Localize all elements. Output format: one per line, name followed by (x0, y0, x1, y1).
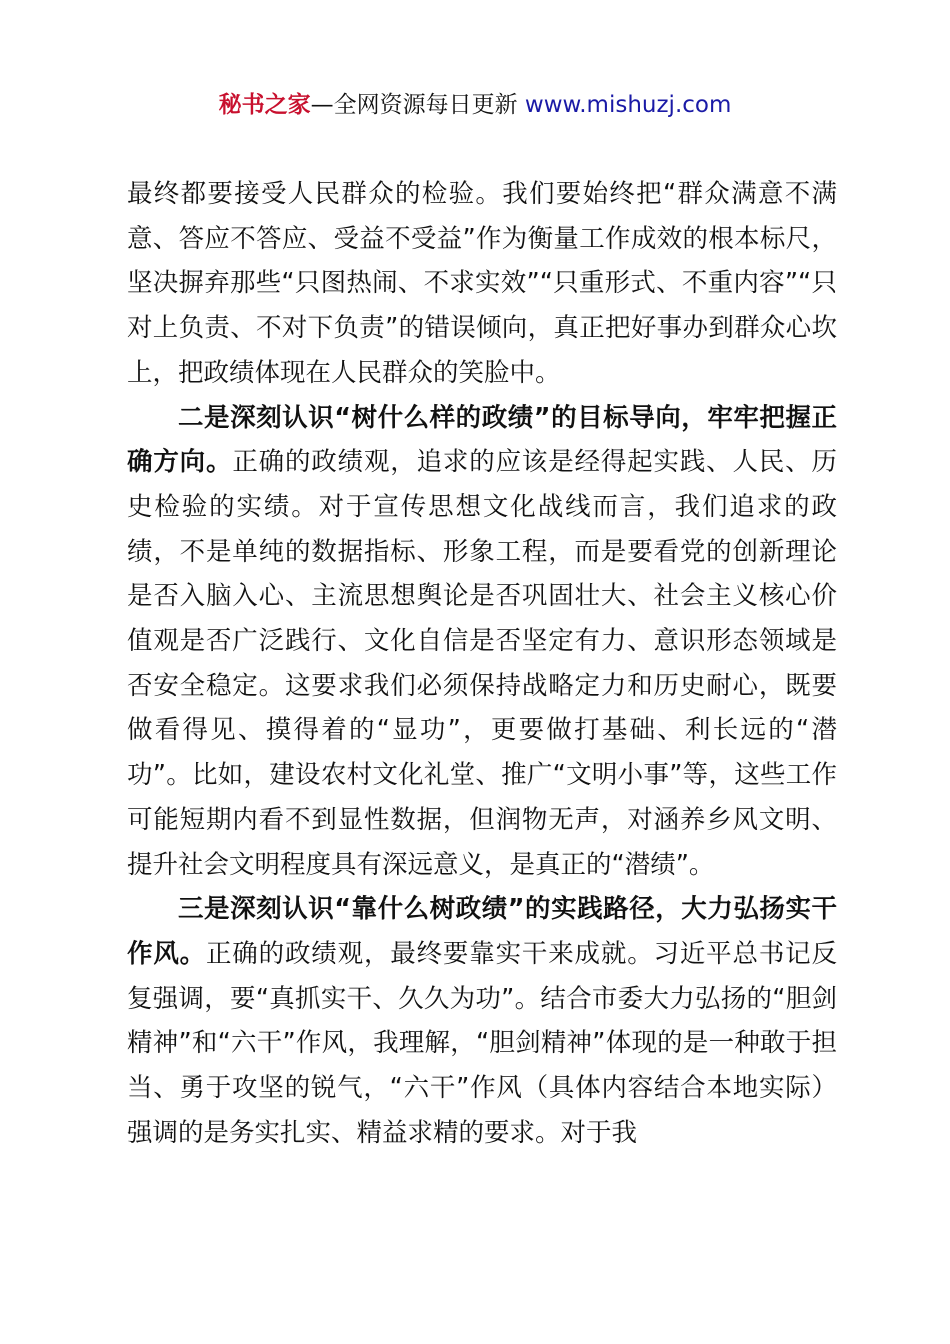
brand-name: 秘书之家 (218, 92, 311, 118)
header-tagline: —全网资源每日更新 (310, 92, 525, 118)
paragraph-3-text: 正确的政绩观，最终要靠实干来成就。习近平总书记反复强调，要“真抓实干、久久为功”。结合市委大力弘扬的“胆剑精神”和“六干”作风，我理解，“胆剑精神”体现的是一种敢于担当、勇于攻坚的锐气，“六干”作风（具体内容结合本地实际）强调的是务实扎实、精益求精的要求。对于我 (127, 938, 837, 1148)
paragraph-2-lead: 二是深刻认识“树什么样的政绩”的目标导向，牢牢把握正确方向。 (127, 402, 837, 478)
paragraph-3 (127, 887, 837, 1155)
page-header (0, 88, 950, 122)
paragraph-2 (127, 396, 837, 888)
paragraph-1 (127, 172, 837, 396)
paragraph-1-text: 最终都要接受人民群众的检验。我们要始终把“群众满意不满意、答应不答应、受益不受益”作为衡量工作成效的根本标尺，坚决摒弃那些“只图热闹、不求实效”“只重形式、不重内容”“只对上负责、不对下负责”的错误倾向，真正把好事办到群众心坎上，把政绩体现在人民群众的笑脸中。 (127, 179, 837, 388)
website-url[interactable]: www.mishuzj.com (524, 92, 732, 118)
paragraph-3-lead: 三是深刻认识“靠什么树政绩”的实践路径，大力弘扬实干作风。 (127, 894, 837, 969)
paragraph-2-text: 正确的政绩观，追求的应该是经得起实践、人民、历史检验的实绩。对于宣传思想文化战线而言，我们追求的政绩，不是单纯的数据指标、形象工程，而是要看党的创新理论是否入脑入心、主流思想舆论是否巩固壮大、社会主义核心价值观是否广泛践行、文化自信是否坚定有力、意识形态领域是否安全稳定。这要求我们必须保持战略定力和历史耐心，既要做看得见、摸得着的“显功”，更要做打基础、利长远的“潜功”。比如，建设农村文化礼堂、推广“文明小事”等，这些工作可能短期内看不到显性数据，但润物无声，对涵养乡风文明、提升社会文明程度具有深远意义，是真正的“潜绩”。 (127, 447, 837, 880)
document-body (127, 172, 837, 1155)
